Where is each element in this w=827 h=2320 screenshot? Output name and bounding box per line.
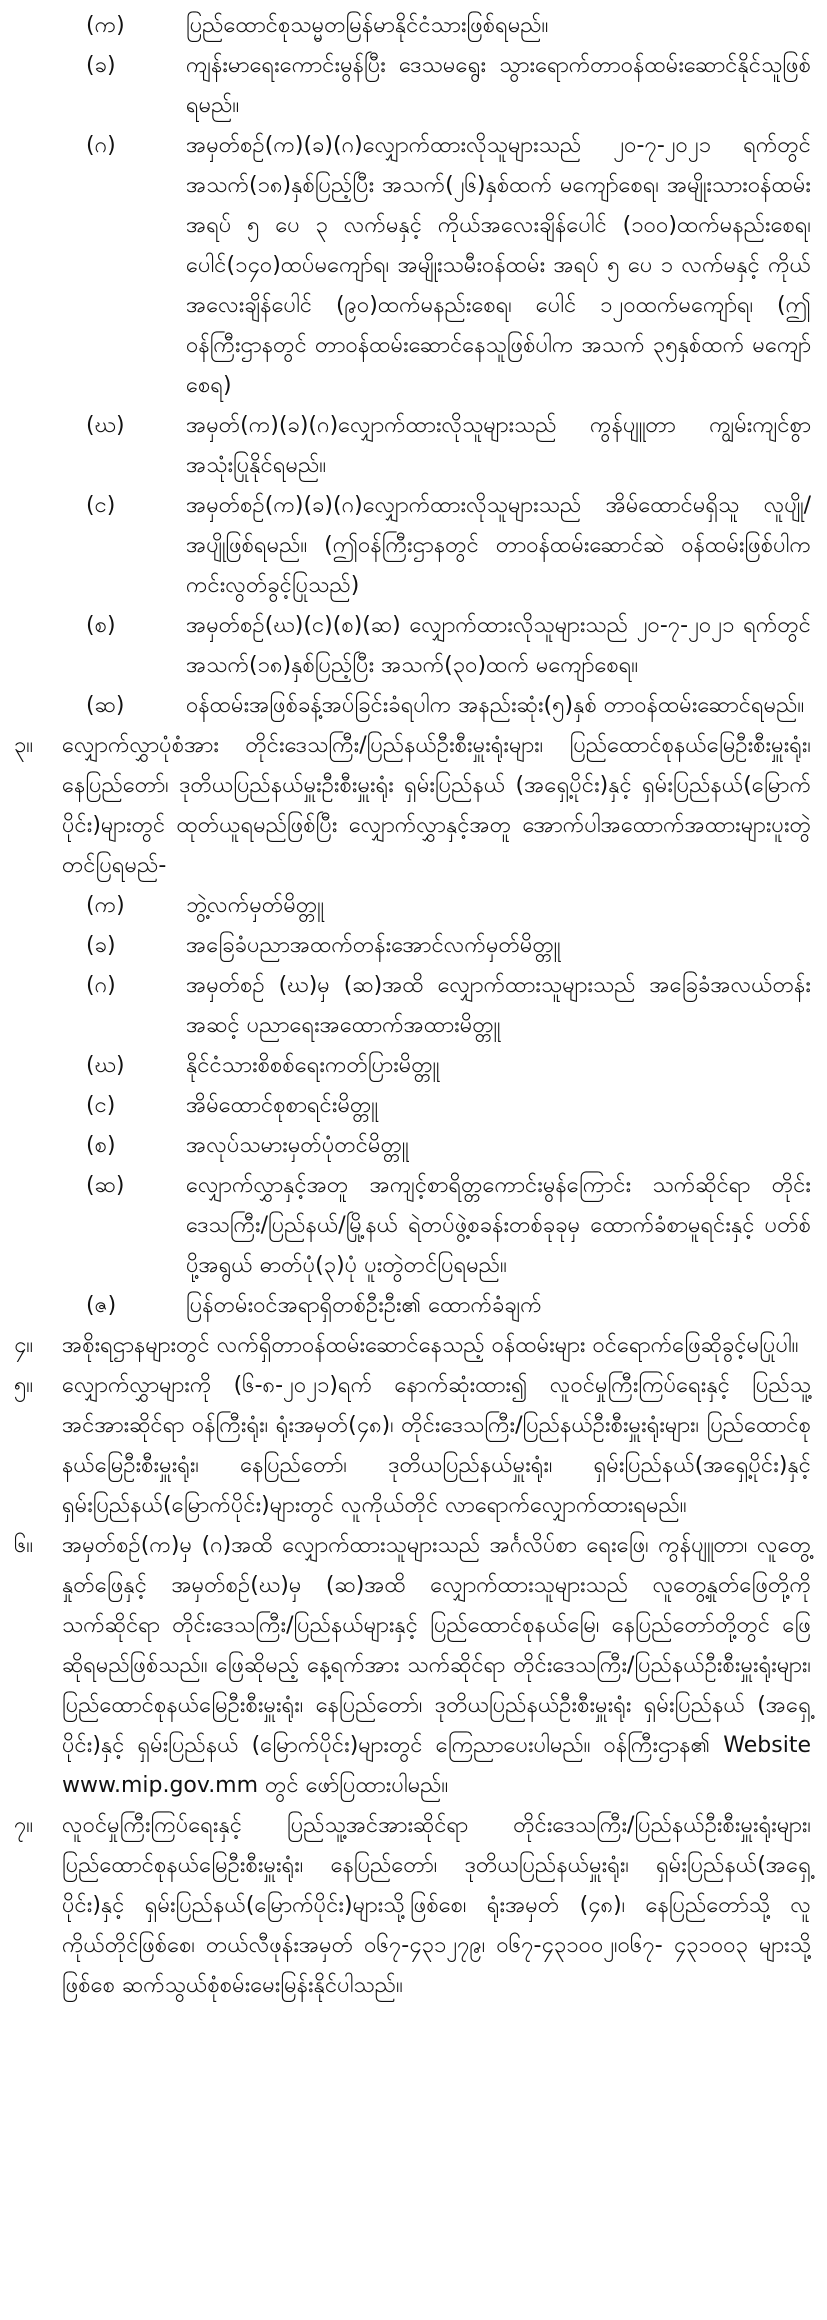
item-marker: (ဂ): [86, 973, 116, 998]
item-marker: (ဃ): [86, 1053, 125, 1078]
eligibility-list: [14, 6, 811, 726]
item-text: နိုင်ငံသားစိစစ်ရေးကတ်ပြားမိတ္တူ: [186, 1053, 440, 1078]
item-text: အမှတ်စဉ်(က)(ခ)(ဂ)လျှောက်ထားလိုသူများသည် အိမ်ထောင်မရှိသူ လူပျို/အပျိုဖြစ်ရမည်။ (ဤဝန်ကြီးဌာနတွင် တာဝန်ထမ်းဆောင်ဆဲ ဝန်ထမ်းဖြစ်ပါက ကင်းလွတ်ခွင့်ပြုသည်): [186, 493, 811, 598]
item-text: လျှောက်လွှာနှင့်အတူ အကျင့်စာရိတ္တကောင်းမွန်ကြောင်း သက်ဆိုင်ရာ တိုင်းဒေသကြီး/ပြည်နယ်/မြို့နယ် ရဲတပ်ဖွဲ့စခန်းတစ်ခုခုမှ ထောက်ခံစာမူရင်းနှင့် ပတ်စ်ပို့အရွယ် ဓာတ်ပုံ(၃)ပုံ ပူးတွဲတင်ပြရမည်။: [186, 1173, 811, 1278]
item-text: ကျန်းမာရေးကောင်းမွန်ပြီး ဒေသမရွေး သွားရောက်တာဝန်ထမ်းဆောင်နိုင်သူဖြစ်ရမည်။: [186, 53, 811, 118]
item-marker: (စ): [86, 1133, 116, 1158]
item-marker: (ဃ): [86, 413, 125, 438]
item-marker: (က): [86, 13, 125, 38]
eligibility-item: [14, 406, 811, 486]
eligibility-item: [14, 686, 811, 726]
section-text: အမှတ်စဉ်(က)မှ (ဂ)အထိ လျှောက်ထားသူများသည် အင်္ဂလိပ်စာ ရေးဖြေ၊ ကွန်ပျူတာ၊ လူတွေ့နှုတ်ဖြေနှင့် အမှတ်စဉ်(ဃ)မှ (ဆ)အထိ လျှောက်ထားသူများသည် လူတွေ့နှုတ်ဖြေတို့ကို သက်ဆိုင်ရာ တိုင်းဒေသကြီး/ပြည်နယ်များနှင့် ပြည်ထောင်စုနယ်မြေ၊ နေပြည်တော်တို့တွင် ဖြေဆိုရမည်ဖြစ်သည်။ ဖြေဆိုမည့် နေ့ရက်အား သက်ဆိုင်ရာ တိုင်းဒေသကြီး/ပြည်နယ်ဦးစီးမှူးရုံးများ၊ ပြည်ထောင်စုနယ်မြေဦးစီးမှူးရုံး၊ နေပြည်တော်၊ ဒုတိယပြည်နယ်ဦးစီးမှူးရုံး ရှမ်းပြည်နယ် (အရှေ့ပိုင်း)နှင့် ရှမ်းပြည်နယ် (မြောက်ပိုင်း)များတွင် ကြေညာပေးပါမည်။ ဝန်ကြီးဌာန၏ Website www.mip.gov.mm တွင် ဖော်ပြထားပါမည်။: [62, 1533, 811, 1798]
eligibility-item: [14, 46, 811, 126]
document-item: [14, 1126, 811, 1166]
item-text: အမှတ်စဉ်(က)(ခ)(ဂ)လျှောက်ထားလိုသူများသည် ၂၀-၇-၂၀၂၁ ရက်တွင် အသက်(၁၈)နှစ်ပြည့်ပြီး အသက်(၂၆)နှစ်ထက် မကျော်စေရ၊ အမျိုးသားဝန်ထမ်းအရပ် ၅ ပေ ၃ လက်မနှင့် ကိုယ်အလေးချိန်ပေါင် (၁၀၀)ထက်မနည်းစေရ၊ ပေါင်(၁၄၀)ထပ်မကျော်ရ၊ အမျိုးသမီးဝန်ထမ်း အရပ် ၅ ပေ ၁ လက်မနှင့် ကိုယ်အလေးချိန်ပေါင် (၉၀)ထက်မနည်းစေရ၊ ပေါင် ၁၂၀ထက်မကျော်ရ၊ (ဤဝန်ကြီးဌာနတွင် တာဝန်ထမ်းဆောင်နေသူဖြစ်ပါက အသက် ၃၅နှစ်ထက် မကျော်စေရ): [186, 133, 811, 398]
section-6: [14, 1526, 811, 1806]
section-marker: ၆။: [14, 1533, 34, 1558]
section-marker: ၇။: [14, 1813, 34, 1838]
item-marker: (ခ): [86, 933, 116, 958]
item-text: အမှတ်စဉ် (ဃ)မှ (ဆ)အထိ လျှောက်ထားသူများသည် အခြေခံအလယ်တန်းအဆင့် ပညာရေးအထောက်အထားမိတ္တူ: [186, 973, 811, 1038]
item-text: အမှတ်(က)(ခ)(ဂ)လျှောက်ထားလိုသူများသည် ကွန်ပျူတာ ကျွမ်းကျင်စွာ အသုံးပြုနိုင်ရမည်။: [186, 413, 811, 478]
document-item: [14, 886, 811, 926]
section-7: [14, 1806, 811, 2006]
section-4: [14, 1326, 811, 1366]
item-text: ပြန်တမ်းဝင်အရာရှိတစ်ဦးဦး၏ ထောက်ခံချက်: [186, 1293, 542, 1318]
item-marker: (ဂ): [86, 133, 116, 158]
section-text: အစိုးရဌာနများတွင် လက်ရှိတာဝန်ထမ်းဆောင်နေသည့် ဝန်ထမ်းများ ဝင်ရောက်ဖြေဆိုခွင့်မပြုပါ။: [62, 1333, 799, 1358]
document-item: [14, 1086, 811, 1126]
item-marker: (စ): [86, 613, 116, 638]
section-text: လျှောက်လွှာများကို (၆-၈-၂၀၂၁)ရက် နောက်ဆုံးထား၍ လူဝင်မှုကြီးကြပ်ရေးနှင့် ပြည်သူ့အင်အားဆိုင်ရာ ဝန်ကြီးရုံး၊ ရုံးအမှတ်(၄၈)၊ တိုင်းဒေသကြီး/ပြည်နယ်ဦးစီးမှူးရုံးများ၊ ပြည်ထောင်စုနယ်မြေဦးစီးမှူးရုံး၊ နေပြည်တော်၊ ဒုတိယပြည်နယ်မှူးရုံး၊ ရှမ်းပြည်နယ်(အရှေ့ပိုင်း)နှင့် ရှမ်းပြည်နယ်(မြောက်ပိုင်း)များတွင် လူကိုယ်တိုင် လာရောက်လျှောက်ထားရမည်။: [62, 1373, 811, 1518]
section-text: လူဝင်မှုကြီးကြပ်ရေးနှင့် ပြည်သူ့အင်အားဆိုင်ရာ တိုင်းဒေသကြီး/ပြည်နယ်ဦးစီးမှူးရုံးများ၊ ပြည်ထောင်စုနယ်မြေဦးစီးမှူးရုံး၊ နေပြည်တော်၊ ဒုတိယပြည်နယ်မှူးရုံး၊ ရှမ်းပြည်နယ်(အရှေ့ပိုင်း)နှင့် ရှမ်းပြည်နယ်(မြောက်ပိုင်း)များသို့ဖြစ်စေ၊ ရုံးအမှတ် (၄၈)၊ နေပြည်တော်သို့ လူကိုယ်တိုင်ဖြစ်စေ၊ တယ်လီဖုန်းအမှတ် ၀၆၇-၄၃၁၂၇၉၊ ၀၆၇-၄၃၁၀၀၂၊၀၆၇- ၄၃၁၀၀၃ များသို့ဖြစ်စေ ဆက်သွယ်စုံစမ်းမေးမြန်းနိုင်ပါသည်။: [62, 1813, 811, 1998]
document-item: [14, 1286, 811, 1326]
document-item: [14, 1046, 811, 1086]
section-marker: ၄။: [14, 1333, 34, 1358]
document-item: [14, 966, 811, 1046]
section-marker: ၅။: [14, 1373, 34, 1398]
section-text: လျှောက်လွှာပုံစံအား တိုင်းဒေသကြီး/ပြည်နယ်ဦးစီးမှူးရုံးများ၊ ပြည်ထောင်စုနယ်မြေဦးစီးမှူးရုံး၊ နေပြည်တော်၊ ဒုတိယပြည်နယ်မှူးဦးစီးမှူးရုံး ရှမ်းပြည်နယ် (အရှေ့ပိုင်း)နှင့် ရှမ်းပြည်နယ်(မြောက်ပိုင်း)များတွင် ထုတ်ယူရမည်ဖြစ်ပြီး လျှောက်လွှာနှင့်အတူ အောက်ပါအထောက်အထားများပူးတွဲတင်ပြရမည်-: [62, 733, 811, 878]
eligibility-item: [14, 126, 811, 406]
section-3: [14, 726, 811, 886]
item-text: ဝန်ထမ်းအဖြစ်ခန့်အပ်ခြင်းခံရပါက အနည်းဆုံး(၅)နှစ် တာဝန်ထမ်းဆောင်ရမည်။: [186, 693, 805, 718]
section-marker: ၃။: [14, 733, 34, 758]
item-marker: (ဇ): [86, 1293, 117, 1318]
item-marker: (က): [86, 893, 125, 918]
item-text: ဘွဲ့လက်မှတ်မိတ္တူ: [186, 893, 324, 918]
item-text: ပြည်ထောင်စုသမ္မတမြန်မာနိုင်ငံသားဖြစ်ရမည်။: [186, 13, 549, 38]
document-item: [14, 1166, 811, 1286]
eligibility-item: [14, 486, 811, 606]
item-marker: (င): [86, 493, 116, 518]
item-text: အခြေခံပညာအထက်တန်းအောင်လက်မှတ်မိတ္တူ: [186, 933, 561, 958]
eligibility-item: [14, 606, 811, 686]
item-marker: (ဆ): [86, 1173, 125, 1198]
item-marker: (ခ): [86, 53, 116, 78]
document-item: [14, 926, 811, 966]
item-marker: (ဆ): [86, 693, 125, 718]
section-5: [14, 1366, 811, 1526]
item-marker: (င): [86, 1093, 116, 1118]
eligibility-item: [14, 6, 811, 46]
item-text: အလုပ်သမားမှတ်ပုံတင်မိတ္တူ: [186, 1133, 409, 1158]
item-text: အမှတ်စဉ်(ဃ)(င)(စ)(ဆ) လျှောက်ထားလိုသူများသည် ၂၀-၇-၂၀၂၁ ရက်တွင် အသက်(၁၈)နှစ်ပြည့်ပြီး အသက်(၃၀)ထက် မကျော်စေရ။: [186, 613, 811, 678]
documents-list: [14, 886, 811, 1326]
item-text: အိမ်ထောင်စုစာရင်းမိတ္တူ: [186, 1093, 378, 1118]
